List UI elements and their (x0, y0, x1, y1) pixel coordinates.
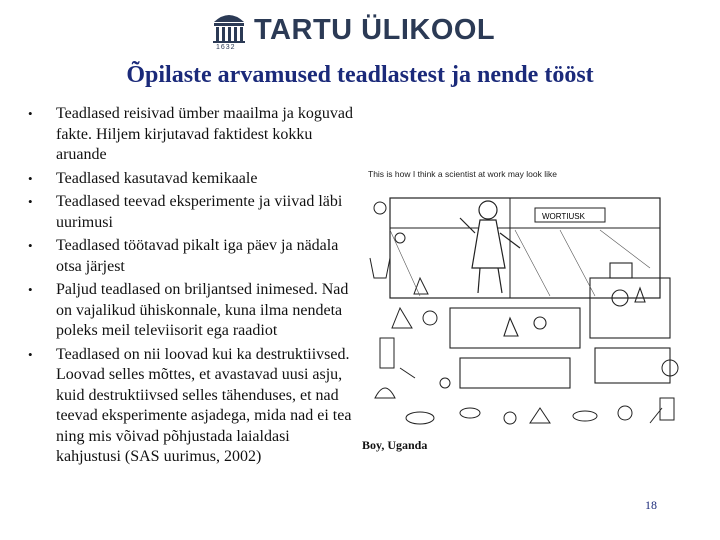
bullet-item (24, 192, 354, 233)
bullet-dot: • (28, 282, 33, 297)
bullet-item (24, 104, 354, 166)
bullet-text: Paljud teadlased on briljantsed inimesed. Nad on vajalikud ühiskonnale, kuna ilma nendeta poleks meil televiisorit ega raadiot (56, 281, 349, 339)
drawing-caption: Boy, Uganda (362, 438, 428, 452)
drawing-caption-inside: This is how I think a scientist at work may look like (368, 169, 557, 179)
university-logo (210, 8, 510, 56)
drawing-sign: WORTIUSK (542, 212, 585, 221)
bullet-dot: • (28, 170, 33, 186)
bullet-item (24, 236, 354, 277)
logo-text: TARTU ÜLIKOOL (254, 14, 496, 46)
bullet-text: Teadlased on nii loovad kui ka destruktiivsed. Loovad selles mõttes, et avastavad uusi asju, kuid destruktiivsed selles tähenduses, et nad teevad eksperimente asjadega, mida nad ei tea ning mis võivad põhjustada laialdasi kahjustusi (SAS uurimus, 2002) (56, 345, 352, 465)
bullet-dot: • (28, 194, 33, 209)
bullet-item (24, 280, 354, 342)
bullet-dot: • (28, 238, 33, 253)
logo-year: 1632 (216, 44, 236, 51)
bullet-text: Teadlased kasutavad kemikaale (56, 169, 258, 187)
scientist-drawing (360, 168, 685, 438)
bullet-text: Teadlased töötavad pikalt iga päev ja nädala otsa järjest (56, 237, 339, 275)
page-number: 18 (645, 498, 657, 512)
bullet-text: Teadlased teevad eksperimente ja viivad läbi uurimusi (56, 193, 343, 231)
slide-title: Õpilaste arvamused teadlastest ja nende tööst (126, 62, 594, 88)
bullet-item (24, 169, 354, 190)
bullet-dot: • (28, 106, 33, 121)
bullet-list (24, 104, 354, 471)
bullet-text: Teadlased reisivad ümber maailma ja koguvad fakte. Hiljem kirjutavad faktidest kokku aruande (56, 105, 353, 163)
bullet-dot: • (28, 346, 33, 362)
bullet-item (24, 345, 354, 468)
